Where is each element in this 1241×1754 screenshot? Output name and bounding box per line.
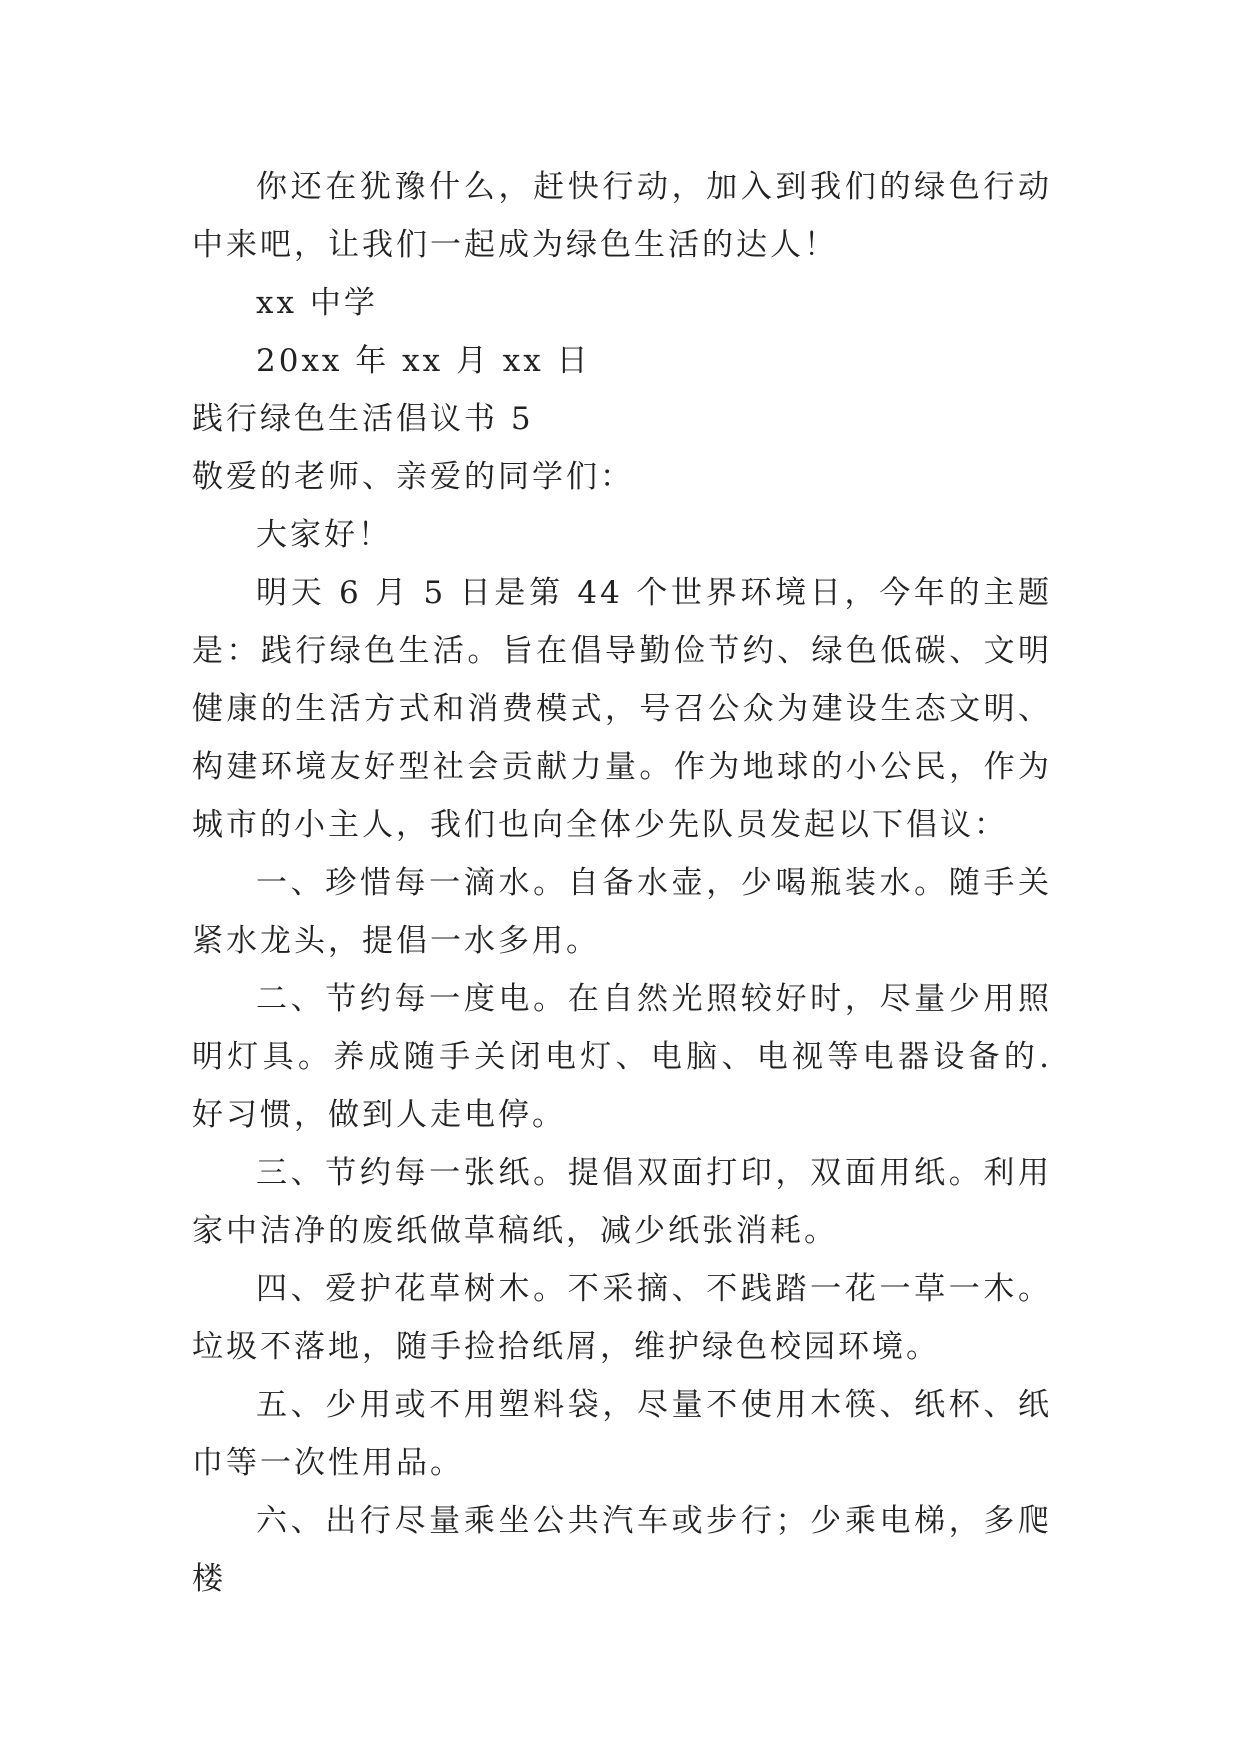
intro-paragraph: 明天 6 月 5 日是第 44 个世界环境日，今年的主题是：践行绿色生活。旨在倡导勤俭节约、绿色低碳、文明健康的生活方式和消费模式，号召公众为建设生态文明、构建环境友好型社会贡献力量。作为地球的小公民，作为城市的小主人，我们也向全体少先队员发起以下倡议： <box>192 575 1052 843</box>
closing-call-paragraph: 你还在犹豫什么，赶快行动，加入到我们的绿色行动中来吧，让我们一起成为绿色生活的达人！ <box>192 169 1052 263</box>
proposal-item-1: 一、珍惜每一滴水。自备水壶，少喝瓶装水。随手关紧水龙头，提倡一水多用。 <box>192 865 1052 959</box>
signature-date: 20xx 年 xx 月 xx 日 <box>256 343 591 379</box>
proposal-item-2: 二、节约每一度电。在自然光照较好时，尽量少用照明灯具。养成随手关闭电灯、电脑、电视等电器设备的.好习惯，做到人走电停。 <box>192 981 1052 1133</box>
signature-school: xx 中学 <box>256 285 378 321</box>
document-body <box>192 158 1052 1608</box>
salutation: 敬爱的老师、亲爱的同学们： <box>192 459 634 495</box>
greeting: 大家好！ <box>256 517 392 553</box>
proposal-item-6: 六、出行尽量乘坐公共汽车或步行；少乘电梯，多爬楼 <box>192 1503 1052 1597</box>
proposal-item-3: 三、节约每一张纸。提倡双面打印，双面用纸。利用家中洁净的废纸做草稿纸，减少纸张消耗。 <box>192 1155 1052 1249</box>
proposal-item-5: 五、少用或不用塑料袋，尽量不使用木筷、纸杯、纸巾等一次性用品。 <box>192 1387 1052 1481</box>
proposal-item-4: 四、爱护花草树木。不采摘、不践踏一花一草一木。垃圾不落地，随手捡拾纸屑，维护绿色校园环境。 <box>192 1271 1052 1365</box>
section-title: 践行绿色生活倡议书 5 <box>192 401 534 437</box>
